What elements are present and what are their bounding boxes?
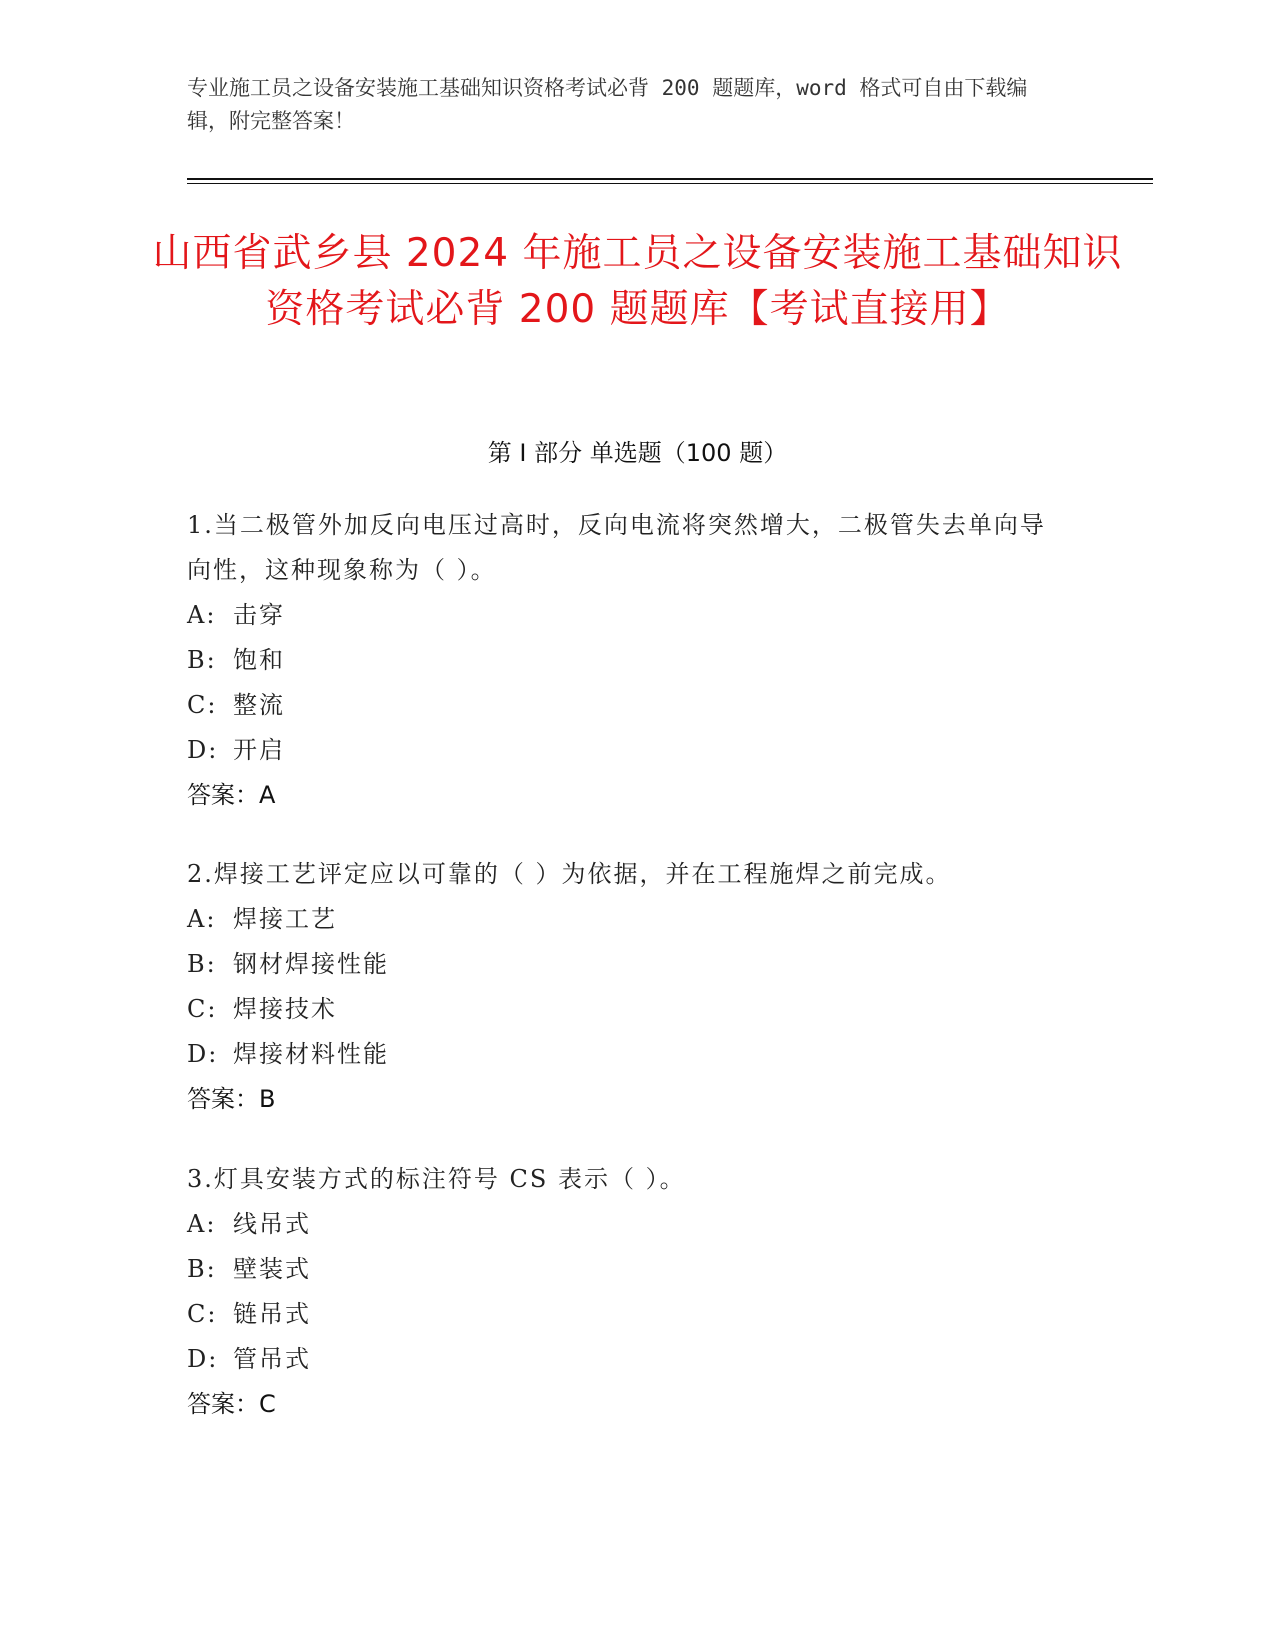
option-c xyxy=(187,683,1067,728)
option-text: 焊接材料性能 xyxy=(233,1040,389,1068)
question-stem: 2.焊接工艺评定应以可靠的（ ）为依据，并在工程施焊之前完成。 xyxy=(187,860,952,888)
option-letter: A: xyxy=(187,601,217,629)
option-letter: C: xyxy=(187,1300,218,1328)
option-a xyxy=(187,593,1067,638)
option-d xyxy=(187,1337,1067,1382)
answer-line: 答案：C xyxy=(187,1390,276,1418)
option-letter: A: xyxy=(187,1210,217,1238)
option-text: 焊接工艺 xyxy=(233,905,337,933)
option-text: 钢材焊接性能 xyxy=(233,950,389,978)
header-note: 专业施工员之设备安装施工基础知识资格考试必背 200 题题库，word 格式可自由下载编辑，附完整答案！ xyxy=(187,76,1028,133)
header-divider-thin xyxy=(187,183,1153,184)
option-a xyxy=(187,1202,1067,1247)
option-letter: C: xyxy=(187,691,218,719)
option-a xyxy=(187,897,1067,942)
option-letter: D: xyxy=(187,1040,219,1068)
question-stem: 3.灯具安装方式的标注符号 CS 表示（ ）。 xyxy=(187,1165,686,1193)
question-2 xyxy=(187,852,1067,1122)
option-text: 管吊式 xyxy=(233,1345,311,1373)
option-letter: D: xyxy=(187,1345,219,1373)
option-letter: C: xyxy=(187,995,218,1023)
option-text: 链吊式 xyxy=(233,1300,311,1328)
document-title: 山西省武乡县 2024 年施工员之设备安装施工基础知识资格考试必背 200 题题库【考试直接用】 xyxy=(152,231,1123,332)
option-c xyxy=(187,987,1067,1032)
option-text: 线吊式 xyxy=(233,1210,311,1238)
question-3 xyxy=(187,1157,1067,1427)
answer-line: 答案：A xyxy=(187,781,276,809)
option-b xyxy=(187,942,1067,987)
option-text: 饱和 xyxy=(233,646,285,674)
header-divider-thick xyxy=(187,178,1153,180)
option-b xyxy=(187,1247,1067,1292)
option-letter: B: xyxy=(187,646,217,674)
option-c xyxy=(187,1292,1067,1337)
option-text: 壁装式 xyxy=(233,1255,311,1283)
option-letter: B: xyxy=(187,1255,217,1283)
question-1 xyxy=(187,503,1067,818)
option-letter: B: xyxy=(187,950,217,978)
option-letter: D: xyxy=(187,736,219,764)
option-text: 开启 xyxy=(233,736,285,764)
option-text: 击穿 xyxy=(233,601,285,629)
question-stem: 1.当二极管外加反向电压过高时，反向电流将突然增大，二极管失去单向导向性，这种现象称为（ ）。 xyxy=(187,511,1046,584)
section-heading: 第 I 部分 单选题（100 题） xyxy=(487,439,788,467)
option-text: 整流 xyxy=(233,691,285,719)
option-d xyxy=(187,1032,1067,1077)
option-d xyxy=(187,728,1067,773)
answer-line: 答案：B xyxy=(187,1085,276,1113)
option-b xyxy=(187,638,1067,683)
option-letter: A: xyxy=(187,905,217,933)
option-text: 焊接技术 xyxy=(233,995,337,1023)
